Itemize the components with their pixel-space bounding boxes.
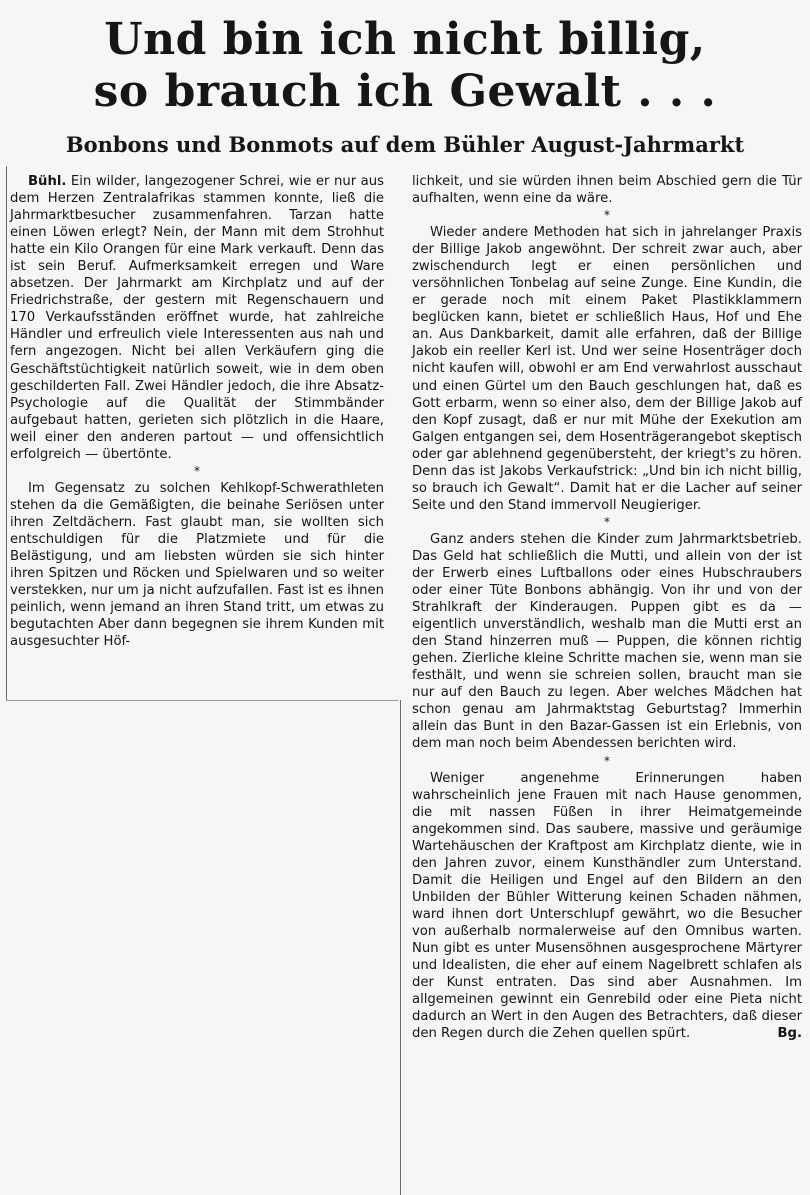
- paragraph-1: [10, 173, 384, 463]
- column-end-rule: [6, 700, 398, 701]
- dateline: Bühl.: [28, 174, 67, 189]
- paragraph-5-text: Weniger angenehme Erinnerungen haben wahrscheinlich jene Frauen mit nach Hause genommen, die mit nassen Füßen in ihrer Heimatgemeinde angekommen sind. Das saubere, massive und geräumige Wartehäuschen der Kraftpost am Kirchplatz diente, wie in den Jahren zuvor, einem Kunsthändler zum Unterstand. Damit die Heiligen und Engel auf den Bildern an den Unbilden der Bühler Witterung keinen Schaden nähmen, ward ihnen dort Unterschlupf gewährt, wo die Besucher von außerhalb normalerweise auf den Omnibus warten. Nun gibt es unter Musensöhnen ausgesprochene Märtyrer und Idealisten, die eher auf einem Nagelbrett schlafen als der Kunst entraten. Das sind aber Ausnahmen. Im allgemeinen gewinnt ein Genrebild oder eine Pieta nicht dadurch an Wert in den Augen des Betrachters, daß dieser den Regen durch die Zehen quellen spürt.: [412, 770, 802, 1042]
- column-rule-left: [6, 166, 7, 701]
- section-separator: *: [604, 208, 610, 223]
- author-signature: Bg.: [777, 1026, 802, 1042]
- paragraph-2-continued: lichkeit, und sie würden ihnen beim Abschied gern die Tür aufhalten, wenn eine da wäre.: [412, 174, 802, 207]
- section-separator: *: [604, 514, 610, 529]
- section-separator: *: [194, 463, 200, 478]
- paragraph-5: [412, 770, 802, 1043]
- article-column-right: [412, 173, 802, 1042]
- column-rule-middle: [400, 700, 401, 1195]
- headline-line-2: so brauch ich Gewalt . . .: [93, 66, 717, 117]
- headline: [0, 14, 810, 118]
- paragraph-1-text: Ein wilder, langezogener Schrei, wie er nur aus dem Herzen Zentralafrikas stammen konnte, ließ die Jahrmarktbesucher zusammenfahren. Tarzan hatte einen Löwen erlegt? Nein, der Mann mit dem Strohhut hatte ein Kilo Orangen für eine Mark verkauft. Denn das ist sein Beruf. Aufmerksamkeit erregen und Ware absetzen. Der Jahrmarkt am Kirchplatz und auf der Friedrichstraße, der gestern mit Regenschauern und 170 Verkaufsständen eröffnet wurde, hat zahlreiche Händler und erfreulich viele Interessenten aus nah und fern angezogen. Nicht bei allen Verkäufern ging die Geschäftstüchtigkeit natürlich soweit, wie in dem oben geschilderten Fall. Zwei Händler jedoch, die ihre Absatz-Psychologie auf die Qualität der Stimmbänder aufgebaut hatten, gerieten sich plötzlich in die Haare, weil einer den anderen partout — und offensichtlich erfolgreich — übertönte.: [10, 174, 384, 462]
- section-separator: *: [604, 753, 610, 768]
- paragraph-4: Ganz anders stehen die Kinder zum Jahrmarktsbetrieb. Das Geld hat schließlich die Mutti, und allein von der ist der Erwerb eines Luftballons oder eines Hubschraubers oder einer Tüte Bonbons abhängig. Von ihr und von der Strahlkraft der Kinderaugen. Puppen gibt es da — eigentlich unverständlich, weshalb man die Mutti erst an den Stand hinzerren muß — Puppen, die können richtig gehen. Zierliche kleine Schritte machen sie, wenn man sie festhält, und wenn sie schreien sollen, braucht man sie nur auf den Bauch zu legen. Aber welches Mädchen hat schon genau am Jahrmaktstag Geburtstag? Immerhin allein das Bunt in den Bazar-Gassen ist ein Erlebnis, von dem man noch beim Abendessen berichten wird.: [412, 531, 802, 752]
- paragraph-2: Im Gegensatz zu solchen Kehlkopf-Schwerathleten stehen da die Gemäßigten, die beinahe Seriösen unter ihren Zeltdächern. Fast glaubt man, sie wollten sich entschuldigen für die Platzmiete und für die Belästigung, und am liebsten würden sie sich hinter ihren Spitzen und Röcken und Spielwaren und so weiter verstekken, nur um ja nicht aufzufallen. Fast ist es ihnen peinlich, wenn jemand an ihren Stand tritt, um etwas zu begutachten Aber dann begegnen sie ihrem Kunden mit ausgesuchter Höf-: [10, 480, 384, 650]
- article-column-left: [10, 173, 384, 650]
- subheadline: Bonbons und Bonmots auf dem Bühler August-Jahrmarkt: [65, 132, 745, 157]
- paragraph-3: Wieder andere Methoden hat sich in jahrelanger Praxis der Billige Jakob angewöhnt. Der schreit zwar auch, aber zwischendurch legt er einen persönlichen und versöhnlichen Tonbelag auf seine Zunge. Eine Kundin, die er gerade noch mit einem Paket Plastikklammern beglücken kann, bietet er schließlich Haus, Hof und Ehe an. Aus Dankbarkeit, damit alle erfahren, daß der Billige Jakob ein reeller Kerl ist. Und wer seine Hosenträger doch nicht kaufen will, obwohl er am End verwahrlost ausschaut und einen Gürtel um den Bauch geschlungen hat, daß es Gott erbarm, wenn so einer also, dem der Billige Jakob auf den Kopf zusagt, daß er nur mit Mühe der Exekution am Galgen entgangen sei, dem Hosenträgerangebot skeptisch oder gar ablehnend gegenübersteht, der kriegt's zu hören. Denn das ist Jakobs Verkaufstrick: „Und bin ich nicht billig, so brauch ich Gewalt“. Damit hat er die Lacher auf seiner Seite und den Stand immervoll Neugieriger.: [412, 225, 802, 513]
- headline-line-1: Und bin ich nicht billig,: [104, 14, 706, 65]
